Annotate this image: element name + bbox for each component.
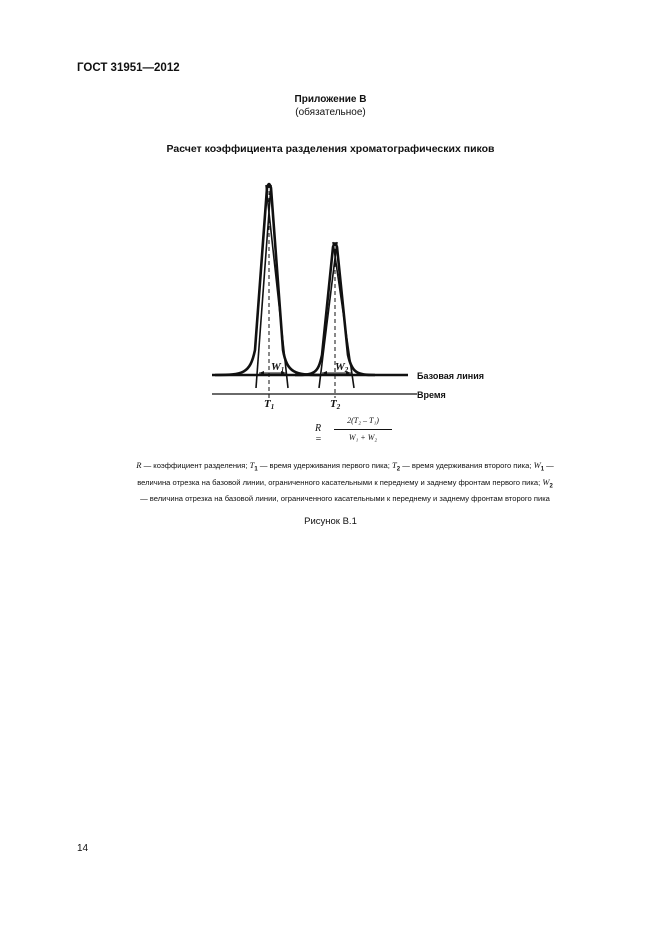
symbols-legend <box>135 459 555 506</box>
legend-w2-symbol: W <box>542 477 550 488</box>
peak-1-curve <box>215 184 320 375</box>
formula-fraction-bar <box>334 429 392 430</box>
time-label: Время <box>417 390 446 400</box>
appendix-title: Приложение В <box>294 94 367 105</box>
legend-w1-sub: 1 <box>540 466 545 473</box>
t1-label: T1 <box>264 398 275 411</box>
legend-t1-symbol: T <box>249 460 255 470</box>
page-number: 14 <box>77 843 89 854</box>
formula-numerator: 2(T₂ – T₁) <box>347 416 379 425</box>
legend-r-text: — коэффициент разделения; <box>143 461 248 470</box>
chromatogram-figure <box>195 170 484 411</box>
t2-label: T2 <box>330 398 341 411</box>
document-standard-header: ГОСТ 31951—2012 <box>77 62 180 74</box>
baseline-label: Базовая линия <box>417 371 484 381</box>
formula-lhs: R = <box>315 423 322 445</box>
figure-caption: Рисунок В.1 <box>304 516 357 527</box>
formula-fraction <box>334 414 392 445</box>
legend-r-symbol: R <box>136 460 142 470</box>
legend-t2-symbol: T <box>392 460 397 470</box>
legend-t1-text: — время удерживания первого пика; <box>259 461 390 470</box>
legend-w2-text: — величина отрезка на базовой линии, ограниченного касательными к переднему и заднему фронтам второго пика <box>140 494 550 504</box>
appendix-heading <box>0 93 661 119</box>
legend-w2-sub: 2 <box>549 483 553 490</box>
legend-t2-sub: 2 <box>396 466 401 473</box>
section-title: Расчет коэффициента разделения хроматографических пиков <box>166 143 495 155</box>
w2-label: W2 <box>335 361 349 374</box>
legend-w1-text: — величина отрезка на базовой линии, ограниченного касательными к переднему и заднему фронтам первого пика; <box>137 461 554 488</box>
formula-denominator: W₁ + W₂ <box>348 433 378 442</box>
legend-t2-text: — время удерживания второго пика; <box>402 461 532 470</box>
w1-label: W1 <box>271 361 285 374</box>
appendix-status: (обязательное) <box>295 107 366 118</box>
legend-w1-symbol: W <box>533 460 541 470</box>
legend-t1-sub: 1 <box>254 466 258 473</box>
